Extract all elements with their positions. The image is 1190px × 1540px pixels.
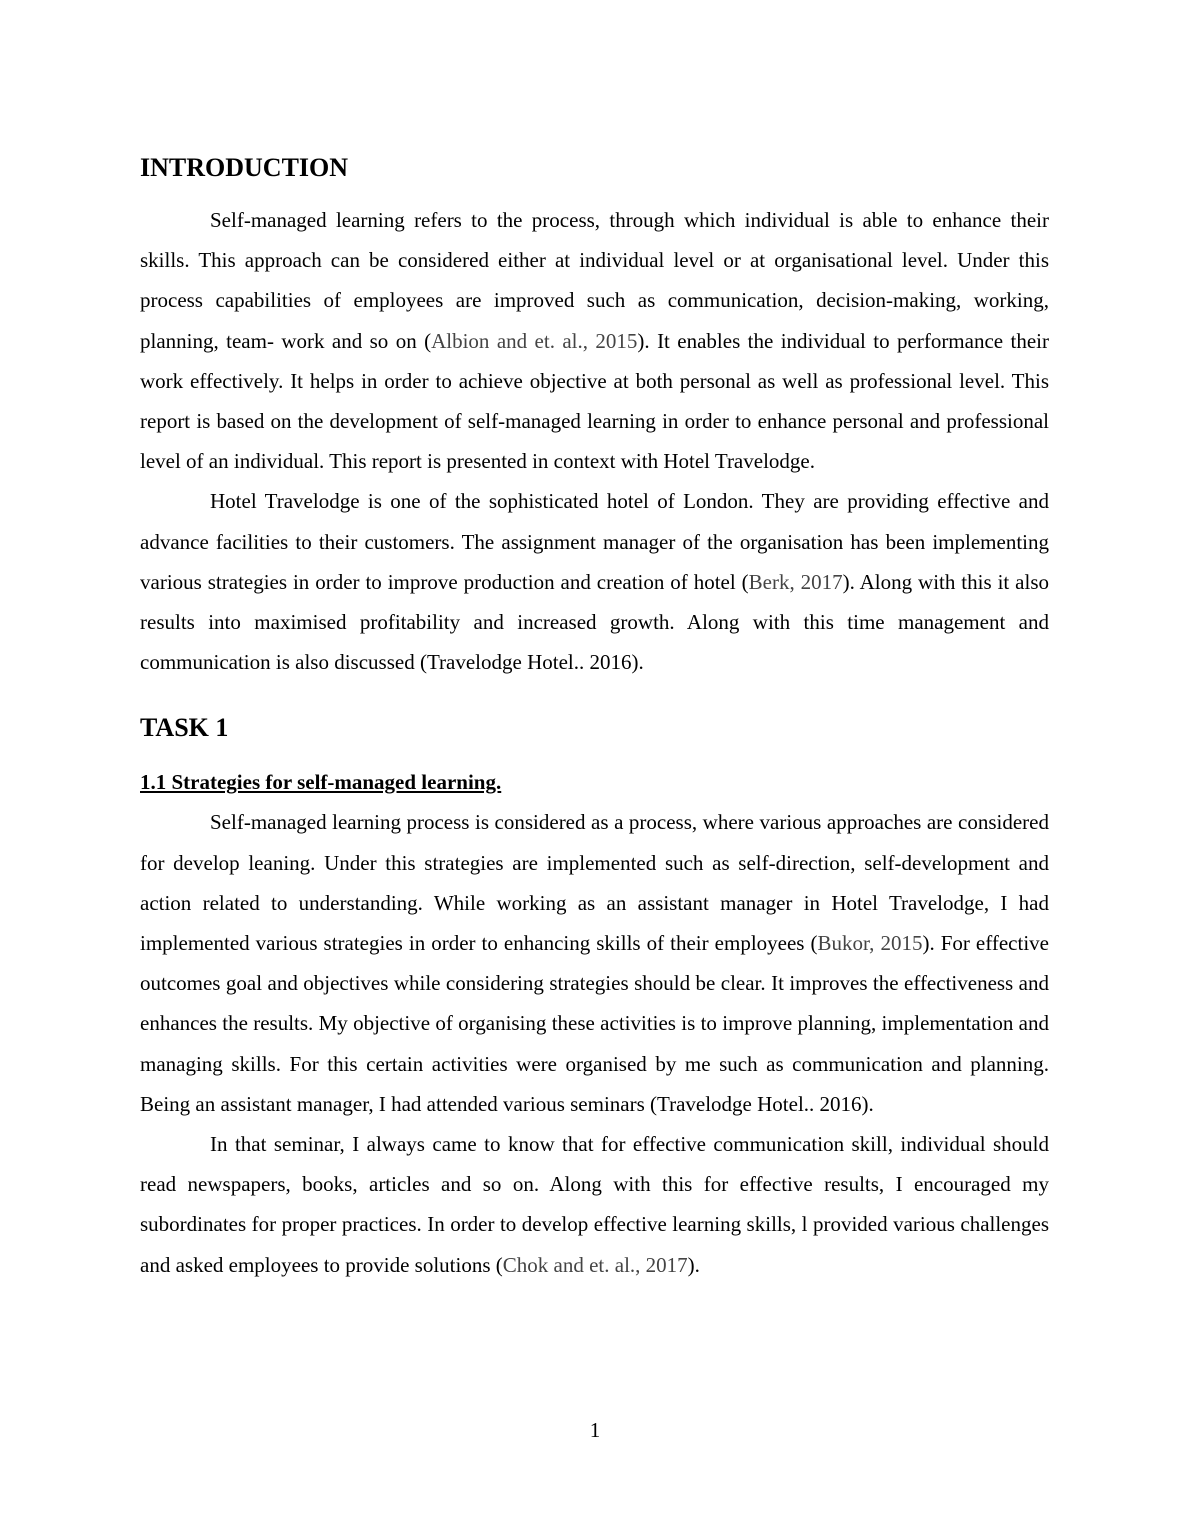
task1-paragraph-2 bbox=[140, 1124, 1049, 1285]
task1-p1-text-a: Self-managed learning process is considered as a process, where various approaches are considered for develop leaning. Under this strategies are implemented such as self-direction, self-development and action related to understanding. While working as an assistant manager in Hotel Travelodge, I had implemented various strategies in order to enhancing skills of their employees ( bbox=[140, 810, 1049, 956]
citation-albion: Albion and et. al., 2015 bbox=[431, 328, 638, 353]
intro-p1-text-a: Self-managed learning refers to the process, through which individual is able to enhance their skills. This approach can be considered either at individual level or at organisational level. Under this process capabilities of employees are improved such as communication, decision-making, working, planning, team- work and so on ( bbox=[140, 208, 1049, 353]
intro-p2-text-b: ). Along with this it also results into maximised profitability and increased growth. Along with this time management and communication is also discussed (Travelodge Hotel.. 2016). bbox=[140, 569, 1049, 675]
section-1-1-heading: 1.1 Strategies for self-managed learning. bbox=[140, 770, 502, 795]
task1-paragraph-1 bbox=[140, 802, 1049, 1124]
page-number: 1 bbox=[589, 1418, 601, 1442]
task1-p1-text-b: ). For effective outcomes goal and objectives while considering strategies should be clear. It improves the effectiveness and enhances the results. My objective of organising these activities is to improve planning, implementation and managing skills. For this certain activities were organised by me such as communication and planning. Being an assistant manager, I had attended various seminars (Travelodge Hotel.. 2016). bbox=[140, 931, 1049, 1116]
intro-paragraph-1 bbox=[140, 200, 1049, 481]
introduction-heading: INTRODUCTION bbox=[140, 153, 349, 182]
citation-chok: Chok and et. al., 2017 bbox=[502, 1252, 688, 1277]
task-1-heading: TASK 1 bbox=[140, 713, 229, 743]
intro-p1-text-b: ). It enables the individual to performance their work effectively. It helps in order to achieve objective at both personal as well as professional level. This report is based on the development of self-managed learning in order to enhance personal and professional level of an individual. This report is presented in context with Hotel Travelodge. bbox=[140, 328, 1049, 474]
task1-p2-text-a: In that seminar, I always came to know that for effective communication skill, individual should read newspapers, books, articles and so on. Along with this for effective results, I encouraged my subordinates for proper practices. In order to develop effective learning skills, l provided various challenges and asked employees to provide solutions ( bbox=[140, 1132, 1049, 1277]
citation-berk: Berk, 2017 bbox=[748, 569, 843, 594]
intro-paragraph-2 bbox=[140, 481, 1049, 682]
intro-p2-text-a: Hotel Travelodge is one of the sophisticated hotel of London. They are providing effective and advance facilities to their customers. The assignment manager of the organisation has been implementing various strategies in order to improve production and creation of hotel ( bbox=[140, 489, 1049, 594]
document-page bbox=[140, 148, 1049, 1285]
citation-bukor: Bukor, 2015 bbox=[817, 931, 923, 956]
task1-p2-text-b: ). bbox=[687, 1252, 700, 1277]
